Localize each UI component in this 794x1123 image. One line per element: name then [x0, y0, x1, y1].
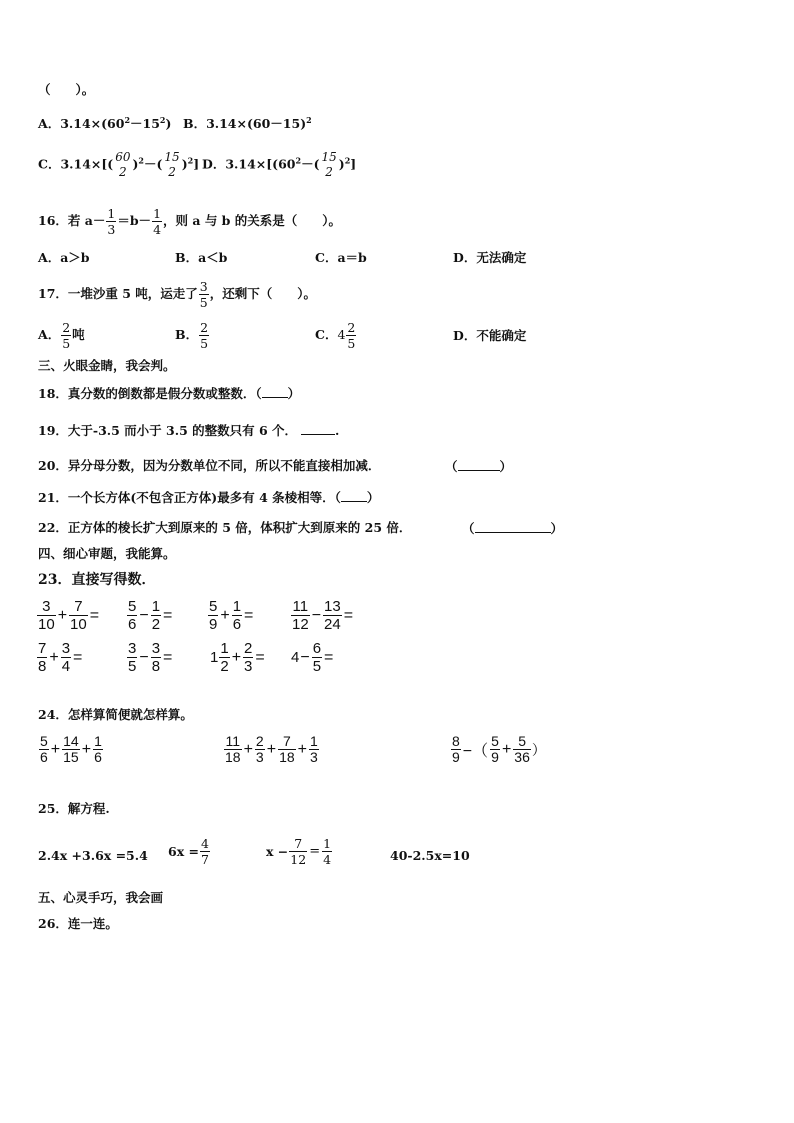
q18: 18．真分数的倒数都是假分数或整数．（ ） — [38, 386, 301, 401]
q20: 20．异分母分数，因为分数单位不同，所以不能直接相加减． — [38, 458, 381, 473]
q16-option-b: B．a＜b — [175, 250, 228, 265]
q22: 22．正方体的棱长扩大到原来的 5 倍，体积扩大到原来的 25 倍． — [38, 520, 412, 535]
q17-option-c: C．4 $\frac{2}{5}$ — [315, 320, 356, 351]
q23-item-b: $\frac{5}{6}$ − $\frac{1}{2}$ = — [128, 598, 173, 633]
q20-answer: （ ） — [445, 459, 513, 474]
q15-option-a: A．$3.14\times(60^2-15^2)$ — [38, 114, 172, 131]
q16-option-d: D．无法确定 — [453, 250, 527, 265]
q23-title: 23．直接写得数． — [38, 572, 156, 588]
q16-option-c: C．a＝b — [315, 250, 367, 265]
q15-paren: （ ）。 — [38, 82, 95, 97]
q22-answer: （ ） — [462, 521, 564, 536]
q17-stem: 17．一堆沙重 5 吨，运走了 $\frac{3}{5}$ ，还剩下（ ）。 — [38, 279, 317, 310]
q23-item-c: $\frac{5}{9}$ + $\frac{1}{6}$ = — [209, 598, 254, 633]
q25-title: 25．解方程. — [38, 801, 110, 816]
q15-option-b: B．$3.14\times(60-15)^2$ — [183, 114, 312, 131]
q17-option-b: B． $\frac{2}{5}$ — [175, 320, 209, 351]
q15-option-c: C．3.14×[( 60 2 )$^2$－( 15 2 )$^2$] — [38, 150, 200, 179]
q23-item-d: $\frac{11}{12}$ − $\frac{13}{24}$ = — [292, 598, 354, 633]
q24-title: 24．怎样算简便就怎样算。 — [38, 707, 193, 722]
q25-equation-c: x − $\frac{7}{12}$ = $\frac{1}{4}$ — [266, 836, 332, 867]
q23-item-h: 4 − $\frac{6}{5}$ = — [291, 640, 334, 675]
q25-equation-b: 6x = $\frac{4}{7}$ — [168, 836, 209, 867]
q21: 21．一个长方体(不包含正方体)最多有 4 条棱相等．（ ） — [38, 490, 380, 505]
q24-item-c: $\frac{8}{9}$ −（ $\frac{5}{9}$ + $\frac{5}{36}$ ） — [452, 733, 546, 765]
q24-item-a: $\frac{5}{6}$ + $\frac{14}{15}$ + $\frac{1}{6}$ — [40, 733, 102, 765]
q19: 19．大于-3.5 而小于 3.5 的整数只有 6 个． . — [38, 423, 340, 438]
q16-option-a: A．a＞b — [38, 250, 90, 265]
q17-option-a: A． $\frac{2}{5}$ 吨 — [38, 320, 85, 351]
q15-option-d: D．$3.14\times[(60^2-$( 15 2 )$^2$] — [202, 150, 357, 179]
q23-item-g: 1 $\frac{1}{2}$ + $\frac{2}{3}$ = — [210, 640, 265, 675]
q25-equation-a: 2.4x +3.6x =5.4 — [38, 848, 148, 863]
q23-item-e: $\frac{7}{8}$ + $\frac{3}{4}$ = — [38, 640, 83, 675]
q23-item-a: $\frac{3}{10}$ + $\frac{7}{10}$ = — [38, 598, 100, 633]
section-3-heading: 三、火眼金睛，我会判。 — [38, 358, 176, 373]
q24-item-b: $\frac{11}{18}$ + $\frac{2}{3}$ + $\frac{7}{18}$ + $\frac{1}{3}$ — [225, 733, 318, 765]
section-4-heading: 四、细心审题，我能算。 — [38, 546, 176, 561]
q25-equation-d: 40-2.5x=10 — [390, 848, 470, 863]
q17-option-d: D．不能确定 — [453, 328, 527, 343]
section-5-heading: 五、心灵手巧，我会画 — [38, 890, 164, 905]
q23-item-f: $\frac{3}{5}$ − $\frac{3}{8}$ = — [128, 640, 173, 675]
q16-stem: 16．若 a－ $\frac{1}{3}$ ＝b－ $\frac{1}{4}$ ，则 a 与 b 的关系是（ ）。 — [38, 206, 342, 237]
q26-title: 26．连一连。 — [38, 916, 118, 931]
